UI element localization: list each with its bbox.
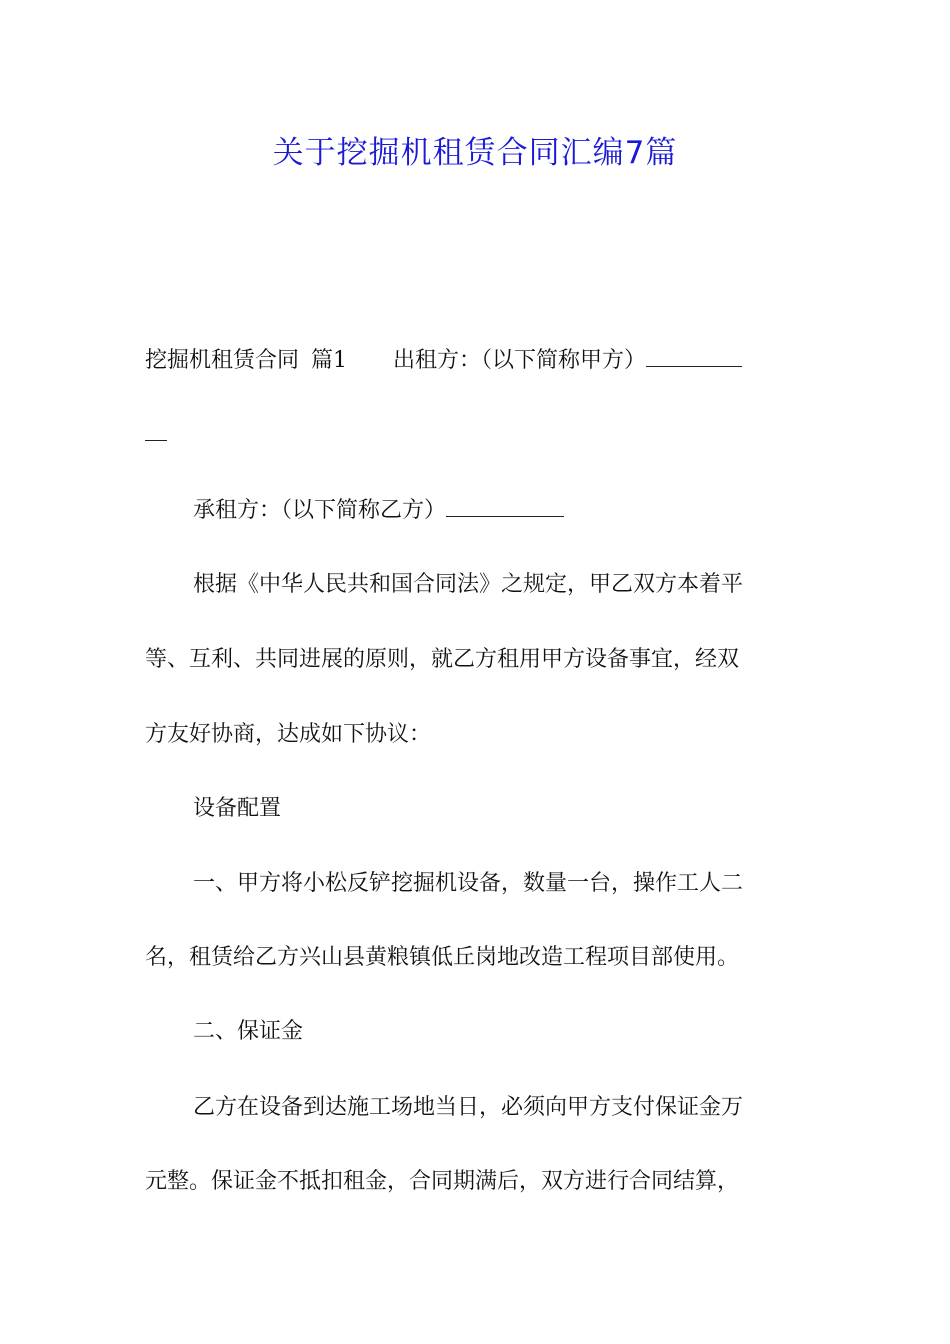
contract-part-number: 篇1 [311,348,348,373]
contract-heading: 挖掘机租赁合同 [145,348,300,373]
lessor-blank-continuation [145,414,815,455]
lessor-blank-line [646,340,742,367]
paragraph-line: 名，租赁给乙方兴山县黄粮镇低丘岗地改造工程项目部使用。 [145,945,740,970]
paragraph-line: 乙方在设备到达施工场地当日，必须向甲方支付保证金万 [193,1095,744,1120]
lessor-label: 出租方：（以下简称甲方） [393,348,647,373]
paragraph-line: 一、甲方将小松反铲挖掘机设备，数量一台，操作工人二 [193,871,744,896]
section-heading: 二、保证金 [193,1019,304,1044]
paragraph-line: 等、互利、共同进展的原则，就乙方租用甲方设备事宜，经双 [145,647,740,672]
paragraph-line: 根据《中华人民共和国合同法》之规定，甲乙双方本着平 [193,572,744,597]
document-title: 关于挖掘机租赁合同汇编7篇 [272,135,678,171]
lessee-label: 承租方：（以下简称乙方） [193,498,447,523]
lessee-line [193,490,863,531]
paragraph-line: 方友好协商，达成如下协议： [145,722,432,747]
contract-header-line [145,340,815,381]
lessee-blank-line [446,490,564,517]
lessor-blank-line-end [145,414,167,441]
section-heading: 设备配置 [193,796,282,821]
paragraph-line: 元整。保证金不抵扣租金，合同期满后，双方进行合同结算， [145,1169,740,1194]
